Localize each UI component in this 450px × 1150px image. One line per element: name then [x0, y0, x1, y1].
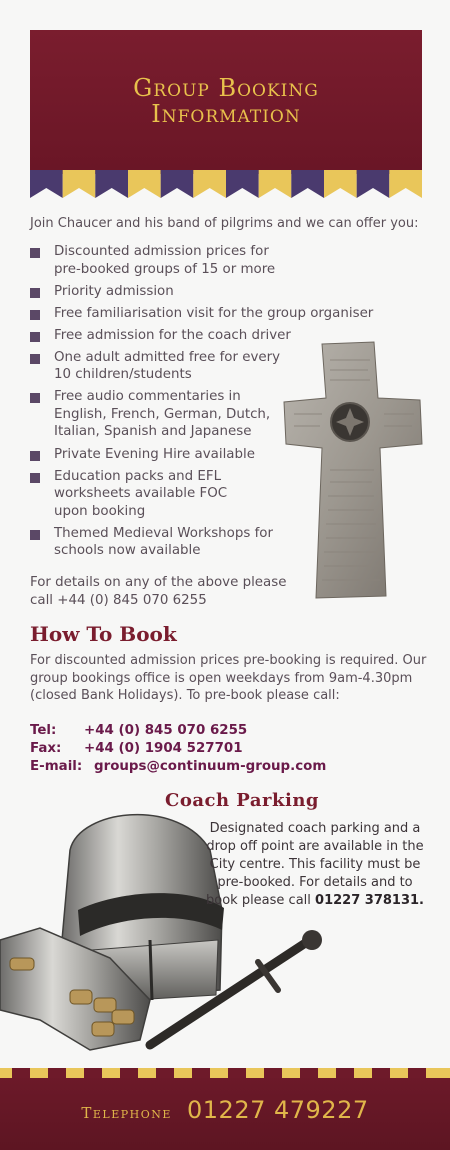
footer-border [0, 1068, 450, 1078]
fax-row [30, 740, 326, 758]
email-label: E-mail: [30, 759, 83, 774]
list-item: Private Evening Hire available [30, 446, 290, 464]
how-to-book-text: For discounted admission prices pre-booking is required. Our group bookings office is open weekdays from 9am-4.30pm (closed Bank Holidays). To pre-book please call: [30, 653, 427, 703]
square-bullet-icon [30, 248, 40, 258]
square-bullet-icon [30, 393, 40, 403]
list-item: Priority admission [30, 283, 290, 301]
tel-label: Tel: [30, 723, 57, 738]
stone-cross-image [282, 340, 424, 602]
list-item: Free audio commentaries in English, French, German, Dutch, Italian, Spanish and Japanese [30, 388, 290, 441]
list-item: One adult admitted free for every 10 children/students [30, 349, 290, 384]
fax-label: Fax: [30, 741, 62, 756]
tel-row [30, 722, 326, 740]
coach-parking-phone[interactable]: 01227 378131. [315, 893, 424, 908]
telephone-label: Telephone [81, 1104, 172, 1122]
telephone-number[interactable]: 01227 479227 [187, 1096, 369, 1124]
details-text: For details on any of the above please call +44 (0) 845 070 6255 [30, 575, 287, 608]
list-item: Discounted admission prices for pre-booked groups of 15 or more [30, 243, 290, 278]
square-bullet-icon [30, 354, 40, 364]
square-bullet-icon [30, 473, 40, 483]
how-to-book-heading: How To Book [30, 622, 177, 646]
square-bullet-icon [30, 288, 40, 298]
header-banner [30, 30, 422, 170]
contact-details [30, 722, 326, 776]
list-item: Free familiarisation visit for the group organiser [30, 305, 290, 323]
intro-text: Join Chaucer and his band of pilgrims and we can offer you: [30, 216, 419, 231]
square-bullet-icon [30, 530, 40, 540]
page-title [30, 76, 422, 127]
coach-parking-heading: Coach Parking [165, 790, 319, 811]
list-item: Free admission for the coach driver [30, 327, 290, 345]
benefits-list [30, 243, 374, 564]
email-row [30, 758, 326, 776]
email-link[interactable]: groups@continuum-group.com [94, 759, 327, 774]
title-line-1: Group Booking [133, 74, 319, 102]
tel-number[interactable]: +44 (0) 845 070 6255 [84, 723, 248, 738]
square-bullet-icon [30, 310, 40, 320]
square-bullet-icon [30, 451, 40, 461]
pennant-border [30, 170, 422, 198]
coach-parking-text: Designated coach parking and a drop off point are available in the City centre. This facility must be pre-booked. For details and to book please call 01227 378131. [206, 821, 424, 908]
square-bullet-icon [30, 332, 40, 342]
footer-telephone [0, 1096, 450, 1124]
footer-banner [0, 1068, 450, 1150]
list-item: Themed Medieval Workshops for schools now available [30, 525, 290, 560]
fax-number: +44 (0) 1904 527701 [84, 741, 243, 756]
title-line-2: Information [151, 100, 301, 128]
list-item: Education packs and EFL worksheets available FOC upon booking [30, 468, 290, 521]
